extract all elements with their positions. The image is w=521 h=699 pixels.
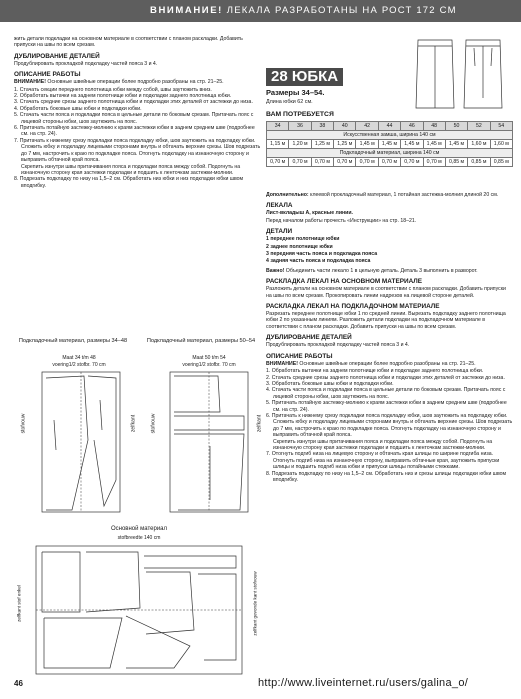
list-item: 2. Обработать вытачки на заднем полотнище юбки и подкладки заднего полотнища юбки. [14,93,232,100]
left-dup-title: ДУБЛИРОВАНИЕ ДЕТАЛЕЙ [14,52,100,60]
list-item: 1. Стачать секции переднего полотнища юбки между собой, швы заутюжить вниз. [14,86,212,93]
left-column [14,36,262,189]
list-item: 3. Обработать боковые швы юбки и подкладки юбки. [266,380,394,387]
row1-label: Искусственная замша, ширина 140 см [267,131,513,140]
list-item: 4. Стачать части пояса и подкладки пояса в цельные детали по боковым срезам. Притачать пояс с лицевой стороны юбки, шов заутюжить на пояс. [266,387,506,400]
source-url: http://www.liveinternet.ru/users/galina_o/ [258,677,469,689]
width-label-2b: voering1/2 stofbr. 70 cm [182,362,236,368]
label-stofvouw-2: stofvouw [150,413,157,434]
lekala-sheet: Лист-вкладыш А, красные линии. [266,210,353,217]
lining-layout-text: Разрезать переднее полотнище юбки 1 по средней линии. Вырезать подкладку заднего полотнища юбки 2 по указанным линиям. Разложить детали подкладки на подкладочном материале в соответствии с планом раскладки. Добавить припуски на швы по всем срезам. [266,311,506,330]
list-item: 7. Притачать к нижнему срезу подкладки пояса подкладку юбки, шов заутюжить на подкладку юбки. Сложить юбку и подкладку лицевыми сторонами внутрь и обтачать верхние срезы. Шов подрезать до 7 мм, настрочить к краю по подкладке пояса. Отогнуть подкладку на изнаночную сторону и выправить обтачной край пояса. [14,137,261,164]
list-item: 5. Стачать части пояса и подкладки пояса в цельные детали по боковым срезам. Притачать пояс с лицевой стороны юбки, шов заутюжить на пояс. [14,112,254,125]
table-row: 0,70 м 0,70 м 0,70 м 0,70 м 0,70 м 0,70 м 0,70 м 0,70 м 0,85 м 0,85 м 0,85 м [267,158,513,167]
banner-warning: ВНИМАНИЕ! [150,5,223,16]
right-work-title: ОПИСАНИЕ РАБОТЫ [266,352,333,360]
right-dup-title: ДУБЛИРОВАНИЕ ДЕТАЛЕЙ [266,334,352,342]
list-item: 8. Подрезать подкладку по низу на 1,5–2 см. Обработать низ юбки и низ подкладки юбки швом вподгибку. [14,176,244,189]
important-note: Важно! Объединить части лекало 1 в цельную деталь. Деталь 3 выполнить в разворот. [266,267,478,274]
page-number: 46 [14,679,23,688]
lekala-text: Перед началом работы прочесть «Инструкции» на стр. 18–21. [266,217,417,224]
row2-label: Подкладочный материал, ширина 140 см [267,149,513,158]
label-zelf-b: zelfkant gevonde kant stofvouw [252,571,258,636]
top-banner [0,0,521,22]
caption-main-fabric: Основной материал [110,526,168,532]
width-label-1: Maat 34 t/m 48 [62,355,96,361]
list-item: 6. Притачать к нижнему срезу подкладки пояса подкладку юбки, шов заутюжить на подкладку юбки. Сложить юбку и подкладку лицевыми сторонами внутрь и обтачать верхние срезы. Шов подрезать до 7 мм, настрочить к краю по подкладке пояса. Отогнуть подкладку на изнаночную сторону и выправить обтачной край пояса. [266,412,513,439]
right-dup-text: Продублировать прокладкой подкладку частей пояса 3 и 4. [266,342,410,349]
list-item: 3 передняя часть пояса и подкладка пояса [266,251,378,258]
need-title: ВАМ ПОТРЕБУЕТСЯ [266,111,334,118]
label-stofvouw-1: stofvouw [20,413,27,434]
right-column [266,192,513,483]
right-steps [266,368,513,483]
details-title: ДЕТАЛИ [266,228,293,236]
skirt-sketch-icon [412,34,508,116]
list-item: 1 переднее полотнище юбки [266,236,340,243]
caption-lining-large: Подкладочный материал, размеры 50–54 [146,338,256,344]
list-item: 5. Притачать потайную застежку-молнию к краям застежки юбки в заднем среднем шве (подробнее см. на стр. 24). [266,400,507,413]
left-work-intro: ВНИМАНИЕ! Основные швейные операции более подробно разобраны на стр. 21–25. [14,79,224,86]
table-row [267,149,513,158]
pattern-diagram-svg [14,300,262,682]
list-item: 3. Стачать средние срезы заднего полотнища юбки и подкладки этих деталей от застежки до низа. [14,99,253,106]
list-item: 6. Притачать потайную застежку-молнию к краям застежки юбки в заднем среднем шве (подробнее см. на стр. 24). [14,125,255,138]
table-row: 34 36 38 40 42 44 46 48 50 52 54 [267,122,513,131]
left-dup-text: Продублировать прокладкой подкладку частей пояса 3 и 4. [14,60,158,67]
list-item: Скрепить изнутри швы притачивания пояса и подкладки пояса между собой. Подогнуть на изнаночную сторону края застежки подкладки и подшить к ленточкам застежки-молнии. [21,163,241,176]
width-label-1b: voering1/2 stofbr. 70 cm [52,362,106,368]
list-item: 2. Стачать средние срезы заднего полотнища юбки и подкладки этих деталей от застежки до низа. [266,374,505,381]
left-work-title: ОПИСАНИЕ РАБОТЫ [14,71,81,79]
page-title: 28 ЮБКА [266,68,343,86]
list-item: 4. Обработать боковые швы юбки и подкладки юбки. [14,105,142,112]
list-item: Скрепить изнутри швы притачивания пояса и подкладки пояса между собой. Подогнуть на изнаночную сторону края застежки подкладки и подшить к ленточкам застежки-молнии. [273,438,493,451]
label-zelfkant-1: zelfkant [130,414,137,433]
label-zelf-a: zelfkant stof enkel [16,585,22,622]
list-item: 8. Подрезать подкладку по низу на 1,5–2 см. Обработать низ и срезы шлицы подкладки юбки швом вподгибку. [266,470,507,483]
left-intro: жить детали подкладки на основном материале в соответствии с планом раскладки. Добавить припуски на швы по всем срезам. [14,36,243,49]
length-label: Длина юбки 62 см. [266,99,313,105]
lekala-title: ЛЕКАЛА [266,202,293,210]
extra-materials: Дополнительно: клеевой прокладочный материал, 1 потайная застежка-молния длиной 20 см. [266,192,499,198]
banner-note: ЛЕКАЛА РАЗРАБОТАНЫ НА РОСТ 172 СМ [226,5,457,16]
list-item: 2 заднее полотнище юбки [266,243,333,250]
main-layout-title: РАСКЛАДКА ЛЕКАЛ НА ОСНОВНОМ МАТЕРИАЛЕ [266,278,423,286]
table-row [267,131,513,140]
list-item: 1. Обработать вытачки на заднем полотнище юбки и подкладке заднего полотнища юбки. [266,368,484,375]
right-work-intro: ВНИМАНИЕ! Основные швейные операции более подробно разобраны на стр. 21–25. [266,360,476,367]
label-zelfkant-2: zelfkant [256,414,263,433]
table-row: 1,15 м 1,20 м 1,25 м 1,25 м 1,45 м 1,45 м 1,45 м 1,45 м 1,45 м 1,60 м 1,60 м [267,140,513,149]
caption-lining-small: Подкладочный материал, размеры 34–48 [18,338,128,344]
list-item: 7. Отогнуть подгиб низа на лицевую сторону и обтачать края шлицы по ширине подгиба низа. Отогнуть подгиб низа на изнаночную сторону, выправить обтачные края, заутюжить припуски шлицы и подшить подгиб низа юбки и припуски шлицы потайными стежками. [266,451,500,471]
width-label-3: stofbreedte 140 cm [117,535,161,541]
width-label-2: Maat 50 t/m 54 [192,355,226,361]
sizes-label: Размеры 34–54. [266,88,325,97]
left-steps [14,87,262,190]
pattern-layouts [14,300,262,682]
lining-layout-title: РАСКЛАДКА ЛЕКАЛ НА ПОДКЛАДОЧНОМ МАТЕРИАЛЕ [266,303,440,311]
main-layout-text: Разложить детали на основном материале в соответствии с планом раскладки. Добавить припуски на швы по всем срезам. Прокопировать линии надрезов на лицевой стороне деталей. [266,286,506,299]
fabric-table [266,121,513,167]
list-item: 4 задняя часть пояса и подкладка пояса [266,258,371,265]
